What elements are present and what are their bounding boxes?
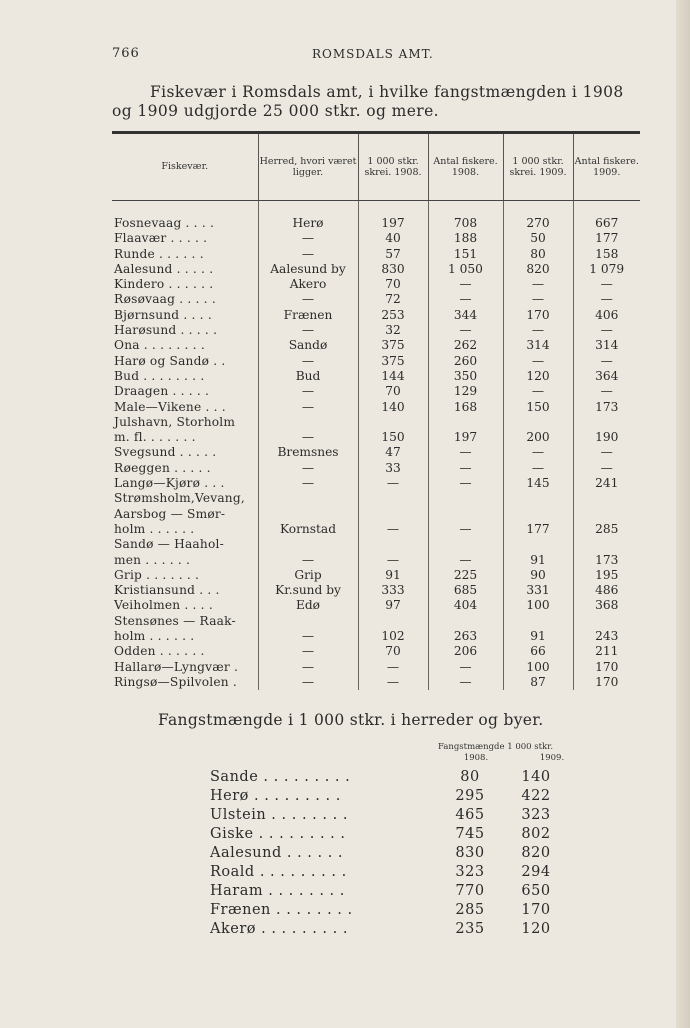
skrei-1908-cell <box>358 614 428 629</box>
fiskevaer-cell: Odden . . . . . . <box>114 644 205 659</box>
fiskevaer-cell: m. fl. . . . . . . <box>114 430 196 445</box>
table-row <box>112 660 640 675</box>
skrei-1908-cell: 91 <box>358 568 428 583</box>
fiskere-1908-cell: 206 <box>428 644 503 659</box>
fiskere-1908-cell: 344 <box>428 308 503 323</box>
herred-cell: — <box>258 476 358 491</box>
fiskere-1908-cell <box>428 537 503 552</box>
herred-cell <box>258 491 358 506</box>
herred-cell: — <box>258 675 358 690</box>
fiskere-1908-cell: — <box>428 461 503 476</box>
col-header-fiskere-1908: Antal fiskere. 1908. <box>428 134 503 200</box>
summary-herred-name: Aalesund . . . . . . <box>210 845 344 861</box>
skrei-1908-cell: — <box>358 476 428 491</box>
skrei-1908-cell: 150 <box>358 430 428 445</box>
fiskere-1909-cell: — <box>573 384 640 399</box>
fiskere-1908-cell: — <box>428 660 503 675</box>
summary-row <box>210 806 570 825</box>
summary-value-1909: 294 <box>521 864 551 880</box>
skrei-1908-cell: 144 <box>358 369 428 384</box>
table-row <box>112 354 640 369</box>
fiskere-1909-cell <box>573 415 640 430</box>
fiskevaer-cell: Stensønes — Raak- <box>114 613 236 628</box>
skrei-1909-cell: — <box>503 277 573 292</box>
fiskevaer-cell: Runde . . . . . . <box>114 246 204 261</box>
summary-herred-name: Haram . . . . . . . . <box>210 883 345 899</box>
skrei-1909-cell: — <box>503 354 573 369</box>
summary-row <box>210 768 570 787</box>
table-row <box>112 430 640 445</box>
fiskevaer-cell: Røeggen . . . . . <box>114 460 211 475</box>
summary-value-1908: 285 <box>455 902 485 918</box>
table-row <box>112 522 640 537</box>
skrei-1908-cell: — <box>358 660 428 675</box>
fiskere-1908-cell: — <box>428 292 503 307</box>
fiskevaer-cell: Strømsholm,Vevang, <box>114 491 245 506</box>
summary-herred-name: Ulstein . . . . . . . . <box>210 807 348 823</box>
skrei-1908-cell <box>358 537 428 552</box>
skrei-1909-cell: 100 <box>503 660 573 675</box>
skrei-1908-cell: 70 <box>358 384 428 399</box>
skrei-1909-cell: 331 <box>503 583 573 598</box>
summary-row <box>210 787 570 806</box>
table-row <box>112 537 640 552</box>
skrei-1908-cell: 72 <box>358 292 428 307</box>
skrei-1908-cell: 830 <box>358 262 428 277</box>
skrei-1909-cell: — <box>503 384 573 399</box>
herred-cell: — <box>258 384 358 399</box>
summary-row <box>210 825 570 844</box>
table-row <box>112 675 640 690</box>
fiskevaer-cell: Ringsø—Spilvolen . <box>114 674 237 689</box>
summary-value-1908: 465 <box>455 807 485 823</box>
fiskere-1909-cell: 170 <box>573 660 640 675</box>
summary-row <box>210 901 570 920</box>
fiskere-1908-cell: 188 <box>428 231 503 246</box>
page-edge <box>676 0 690 1028</box>
summary-year-1909: 1909. <box>539 753 565 763</box>
summary-herred-name: Herø . . . . . . . . . <box>210 788 341 804</box>
skrei-1909-cell: 170 <box>503 308 573 323</box>
herred-cell: Frænen <box>258 308 358 323</box>
col-header-skrei-1908: 1 000 stkr. skrei. 1908. <box>358 134 428 200</box>
skrei-1908-cell: 57 <box>358 247 428 262</box>
fiskere-1908-cell: 708 <box>428 216 503 231</box>
running-title: ROMSDALS AMT. <box>312 47 434 61</box>
skrei-1909-cell: — <box>503 445 573 460</box>
summary-value-1909: 120 <box>521 921 551 937</box>
fiskere-1909-cell: — <box>573 445 640 460</box>
summary-col-label: Fangstmængde 1 000 stkr. <box>438 742 554 752</box>
skrei-1909-cell: 820 <box>503 262 573 277</box>
table-row <box>112 507 640 522</box>
summary-herred-name: Akerø . . . . . . . . . <box>210 921 348 937</box>
fiskere-1908-cell: 404 <box>428 598 503 613</box>
herred-cell: Edø <box>258 598 358 613</box>
table-row <box>112 277 640 292</box>
skrei-1908-cell: 33 <box>358 461 428 476</box>
table-row <box>112 614 640 629</box>
summary-herred-name: Roald . . . . . . . . . <box>210 864 347 880</box>
herred-cell: Bud <box>258 369 358 384</box>
fiskere-1909-cell: — <box>573 323 640 338</box>
summary-value-1909: 422 <box>521 788 551 804</box>
table-row <box>112 415 640 430</box>
table-row <box>112 231 640 246</box>
fiskere-1909-cell: 486 <box>573 583 640 598</box>
table-row <box>112 445 640 460</box>
fiskevaer-cell: Male—Vikene . . . <box>114 399 226 414</box>
summary-value-1909: 323 <box>521 807 551 823</box>
skrei-1909-cell: 150 <box>503 400 573 415</box>
fiskevaer-cell: Aalesund . . . . . <box>114 261 214 276</box>
fiskere-1909-cell: — <box>573 292 640 307</box>
table-row <box>112 247 640 262</box>
herred-cell: — <box>258 430 358 445</box>
fiskere-1908-cell: 350 <box>428 369 503 384</box>
col-header-fiskere-1909: Antal fiskere. 1909. <box>573 134 640 200</box>
fiskere-1909-cell: 243 <box>573 629 640 644</box>
fiskere-1909-cell: 195 <box>573 568 640 583</box>
skrei-1908-cell: 97 <box>358 598 428 613</box>
fiskere-1908-cell: — <box>428 445 503 460</box>
skrei-1909-cell: 91 <box>503 553 573 568</box>
skrei-1909-cell <box>503 507 573 522</box>
summary-herred-name: Frænen . . . . . . . . <box>210 902 353 918</box>
fiskere-1909-cell <box>573 537 640 552</box>
table-row <box>112 553 640 568</box>
fiskere-1909-cell: 173 <box>573 553 640 568</box>
skrei-1908-cell: 47 <box>358 445 428 460</box>
summary-value-1908: 295 <box>455 788 485 804</box>
fishing-stations-table <box>112 131 640 690</box>
skrei-1908-cell <box>358 507 428 522</box>
fiskevaer-cell: Veiholmen . . . . <box>114 598 213 613</box>
fiskere-1909-cell: 158 <box>573 247 640 262</box>
fiskevaer-cell: Harø og Sandø . . <box>114 353 226 368</box>
herred-cell: — <box>258 553 358 568</box>
fiskere-1909-cell <box>573 614 640 629</box>
skrei-1908-cell <box>358 415 428 430</box>
fiskevaer-cell: Grip . . . . . . . <box>114 567 200 582</box>
skrei-1909-cell <box>503 491 573 506</box>
fiskere-1909-cell: 190 <box>573 430 640 445</box>
fiskere-1908-cell: 168 <box>428 400 503 415</box>
fiskere-1909-cell: 285 <box>573 522 640 537</box>
skrei-1908-cell: 333 <box>358 583 428 598</box>
fiskere-1909-cell: 211 <box>573 644 640 659</box>
summary-title: Fangstmængde i 1 000 stkr. i herreder og byer. <box>158 711 544 729</box>
herred-cell: — <box>258 461 358 476</box>
summary-value-1909: 140 <box>521 769 551 785</box>
skrei-1909-cell: 270 <box>503 216 573 231</box>
herred-cell: — <box>258 629 358 644</box>
skrei-1909-cell: 80 <box>503 247 573 262</box>
summary-value-1908: 235 <box>455 921 485 937</box>
fiskere-1908-cell: — <box>428 323 503 338</box>
summary-value-1909: 650 <box>521 883 551 899</box>
fiskere-1908-cell: 260 <box>428 354 503 369</box>
summary-value-1909: 170 <box>521 902 551 918</box>
fiskevaer-cell: Svegsund . . . . . <box>114 445 217 460</box>
fiskere-1909-cell: 170 <box>573 675 640 690</box>
table-row <box>112 629 640 644</box>
fiskevaer-cell: Røsøvaag . . . . . <box>114 292 216 307</box>
skrei-1909-cell <box>503 537 573 552</box>
skrei-1908-cell: 375 <box>358 354 428 369</box>
summary-value-1908: 80 <box>460 769 480 785</box>
skrei-1908-cell: 70 <box>358 644 428 659</box>
table-row <box>112 461 640 476</box>
skrei-1908-cell: 375 <box>358 338 428 353</box>
fiskere-1908-cell: — <box>428 553 503 568</box>
skrei-1909-cell: 90 <box>503 568 573 583</box>
data-table <box>112 134 640 690</box>
skrei-1908-cell: 140 <box>358 400 428 415</box>
title-line-1: Fiskevær i Romsdals amt, i hvilke fangstmængden i 1908 <box>150 83 624 101</box>
skrei-1909-cell: 91 <box>503 629 573 644</box>
page-number: 766 <box>112 46 140 61</box>
fiskere-1908-cell: — <box>428 675 503 690</box>
table-row <box>112 583 640 598</box>
fiskevaer-cell: holm . . . . . . <box>114 629 195 644</box>
skrei-1908-cell: 70 <box>358 277 428 292</box>
skrei-1909-cell: 120 <box>503 369 573 384</box>
skrei-1909-cell: 66 <box>503 644 573 659</box>
table-row <box>112 476 640 491</box>
herred-cell: Bremsnes <box>258 445 358 460</box>
fiskevaer-cell: Bud . . . . . . . . <box>114 368 205 383</box>
summary-value-1908: 745 <box>455 826 485 842</box>
table-row <box>112 491 640 506</box>
fiskere-1908-cell <box>428 507 503 522</box>
table-row <box>112 644 640 659</box>
herred-cell <box>258 507 358 522</box>
summary-herred-name: Giske . . . . . . . . . <box>210 826 346 842</box>
summary-value-1908: 323 <box>455 864 485 880</box>
fiskere-1909-cell: 368 <box>573 598 640 613</box>
fiskere-1908-cell: 1 050 <box>428 262 503 277</box>
fiskevaer-cell: Draagen . . . . . <box>114 384 210 399</box>
fiskevaer-cell: Kristiansund . . . <box>114 583 220 598</box>
summary-row <box>210 882 570 901</box>
fiskere-1908-cell <box>428 491 503 506</box>
table-row <box>112 308 640 323</box>
fiskevaer-cell: Kindero . . . . . . <box>114 277 214 292</box>
fiskere-1909-cell: — <box>573 354 640 369</box>
fiskere-1909-cell: 241 <box>573 476 640 491</box>
fiskere-1908-cell <box>428 415 503 430</box>
col-header-herred: Herred, hvori været ligger. <box>258 134 358 200</box>
herred-cell: — <box>258 323 358 338</box>
herred-cell: Grip <box>258 568 358 583</box>
herred-cell: Kr.sund by <box>258 583 358 598</box>
summary-row <box>210 920 570 939</box>
skrei-1909-cell <box>503 415 573 430</box>
table-row <box>112 338 640 353</box>
fiskere-1909-cell: 1 079 <box>573 262 640 277</box>
table-body <box>112 200 640 690</box>
fiskere-1908-cell: — <box>428 522 503 537</box>
herred-cell: — <box>258 660 358 675</box>
fiskere-1908-cell: 197 <box>428 430 503 445</box>
col-header-fiskevaer: Fiskevær. <box>112 134 258 200</box>
fiskevaer-cell: Aarsbog — Smør- <box>114 506 226 521</box>
skrei-1909-cell: 177 <box>503 522 573 537</box>
table-row <box>112 568 640 583</box>
summary-year-1908: 1908. <box>463 753 489 763</box>
herred-cell: Kornstad <box>258 522 358 537</box>
herred-cell: Sandø <box>258 338 358 353</box>
fiskere-1908-cell: — <box>428 277 503 292</box>
fiskere-1908-cell: 262 <box>428 338 503 353</box>
summary-value-1909: 802 <box>521 826 551 842</box>
page-title <box>112 83 642 121</box>
table-row <box>112 384 640 399</box>
skrei-1909-cell: 200 <box>503 430 573 445</box>
herred-cell <box>258 537 358 552</box>
skrei-1909-cell: — <box>503 461 573 476</box>
skrei-1908-cell: — <box>358 675 428 690</box>
fiskevaer-cell: Flaavær . . . . . <box>114 231 208 246</box>
skrei-1909-cell: — <box>503 323 573 338</box>
herred-cell: — <box>258 354 358 369</box>
fiskevaer-cell: men . . . . . . <box>114 552 191 567</box>
fiskere-1909-cell: — <box>573 277 640 292</box>
summary-row <box>210 863 570 882</box>
fiskevaer-cell: Langø—Kjørø . . . <box>114 476 225 491</box>
skrei-1908-cell: — <box>358 522 428 537</box>
herred-cell: — <box>258 644 358 659</box>
fiskevaer-cell: Harøsund . . . . . <box>114 323 218 338</box>
fiskere-1909-cell <box>573 507 640 522</box>
fiskevaer-cell: Fosnevaag . . . . <box>114 216 215 230</box>
fiskere-1909-cell: 173 <box>573 400 640 415</box>
fiskevaer-cell: Ona . . . . . . . . <box>114 338 205 353</box>
summary-value-1909: 820 <box>521 845 551 861</box>
fiskevaer-cell: Julshavn, Storholm <box>114 414 236 429</box>
table-row <box>112 598 640 613</box>
table-row <box>112 216 640 231</box>
fiskere-1908-cell <box>428 614 503 629</box>
fiskevaer-cell: holm . . . . . . <box>114 521 195 536</box>
fiskevaer-cell: Hallarø—Lyngvær . <box>114 659 239 674</box>
herred-cell: — <box>258 400 358 415</box>
fiskere-1908-cell: 225 <box>428 568 503 583</box>
fiskevaer-cell: Sandø — Haahol- <box>114 537 224 552</box>
fiskere-1909-cell <box>573 491 640 506</box>
fiskere-1909-cell: 314 <box>573 338 640 353</box>
skrei-1908-cell: 197 <box>358 216 428 231</box>
skrei-1909-cell <box>503 614 573 629</box>
table-row <box>112 323 640 338</box>
fiskere-1908-cell: 129 <box>428 384 503 399</box>
herred-cell: Aalesund by <box>258 262 358 277</box>
fiskere-1909-cell: 364 <box>573 369 640 384</box>
herred-cell: — <box>258 292 358 307</box>
summary-value-1908: 770 <box>455 883 485 899</box>
herred-cell: Akero <box>258 277 358 292</box>
fiskere-1909-cell: 667 <box>573 216 640 231</box>
skrei-1908-cell: 32 <box>358 323 428 338</box>
fiskere-1909-cell: — <box>573 461 640 476</box>
table-row <box>112 369 640 384</box>
herred-cell: — <box>258 231 358 246</box>
fiskere-1909-cell: 406 <box>573 308 640 323</box>
fiskere-1908-cell: 151 <box>428 247 503 262</box>
herred-cell <box>258 614 358 629</box>
skrei-1909-cell: 87 <box>503 675 573 690</box>
fiskere-1909-cell: 177 <box>573 231 640 246</box>
summary-herred-name: Sande . . . . . . . . . <box>210 769 351 785</box>
skrei-1908-cell: 40 <box>358 231 428 246</box>
fiskere-1908-cell: 685 <box>428 583 503 598</box>
summary-row <box>210 844 570 863</box>
table-row <box>112 262 640 277</box>
fiskevaer-cell: Bjørnsund . . . . <box>114 307 212 322</box>
table-header-row <box>112 134 640 200</box>
table-spacer-row <box>112 200 640 216</box>
fiskere-1908-cell: 263 <box>428 629 503 644</box>
skrei-1908-cell: 102 <box>358 629 428 644</box>
herred-cell: — <box>258 247 358 262</box>
skrei-1909-cell: 100 <box>503 598 573 613</box>
table-row <box>112 400 640 415</box>
skrei-1909-cell: 50 <box>503 231 573 246</box>
skrei-1908-cell <box>358 491 428 506</box>
skrei-1909-cell: 314 <box>503 338 573 353</box>
skrei-1908-cell: — <box>358 553 428 568</box>
skrei-1908-cell: 253 <box>358 308 428 323</box>
title-line-2: og 1909 udgjorde 25 000 stkr. og mere. <box>112 102 440 120</box>
herred-cell <box>258 415 358 430</box>
skrei-1909-cell: 145 <box>503 476 573 491</box>
summary-value-1908: 830 <box>455 845 485 861</box>
summary-rows <box>210 768 570 939</box>
summary-header <box>438 742 590 764</box>
col-header-skrei-1909: 1 000 stkr. skrei. 1909. <box>503 134 573 200</box>
skrei-1909-cell: — <box>503 292 573 307</box>
table-row <box>112 292 640 307</box>
herred-cell: Herø <box>258 216 358 231</box>
fiskere-1908-cell: — <box>428 476 503 491</box>
